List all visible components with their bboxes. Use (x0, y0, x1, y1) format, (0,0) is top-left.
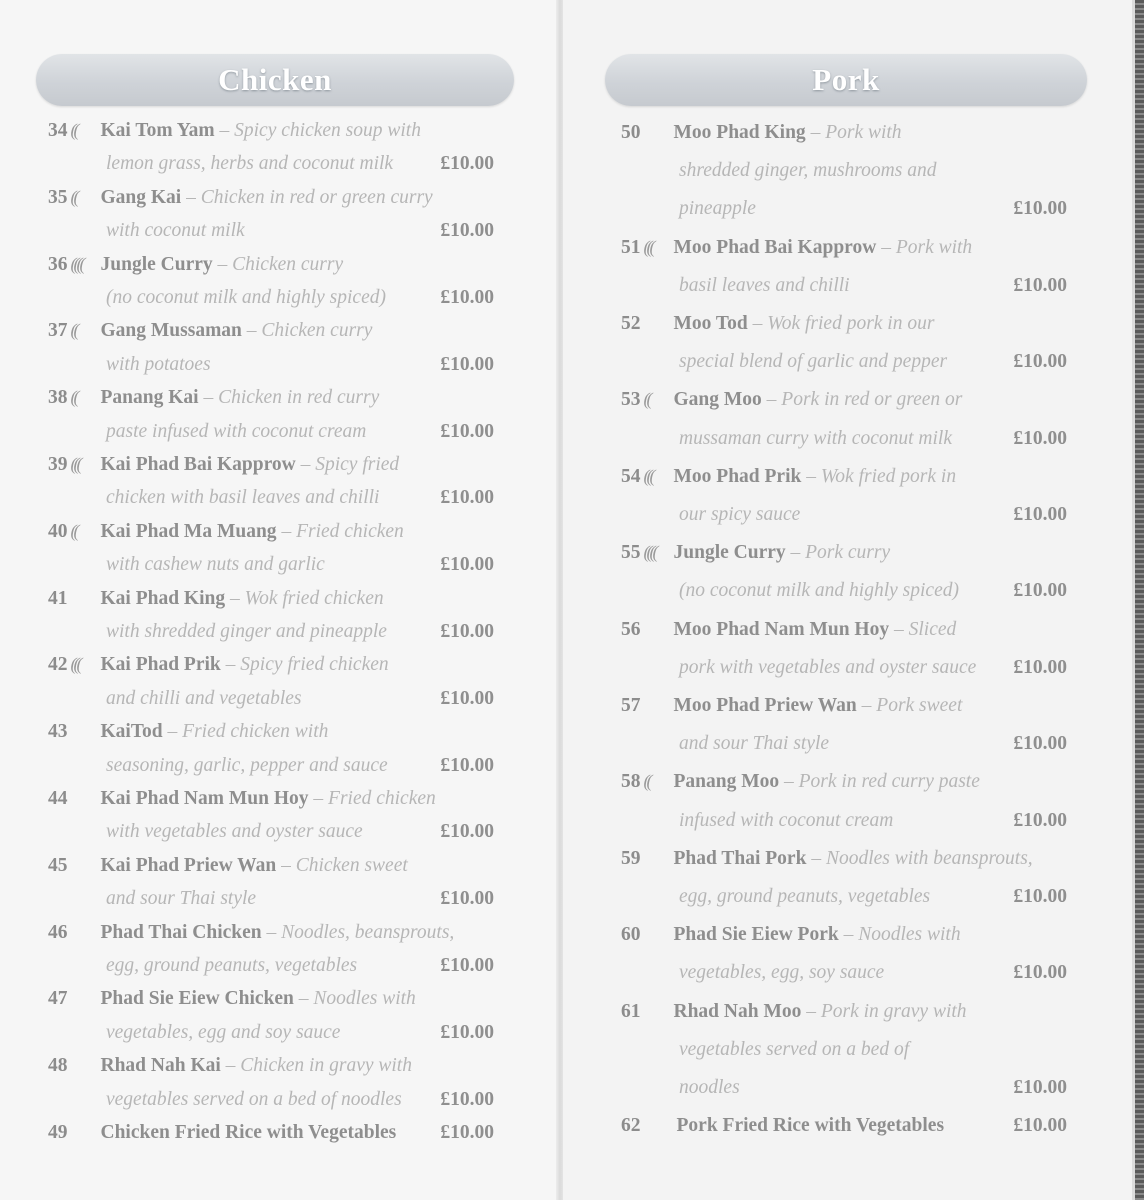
item-price: £10.00 (440, 620, 494, 642)
item-number: 57 (621, 695, 641, 716)
item-line-2 (48, 421, 494, 455)
item-description: Sliced (908, 618, 957, 640)
item-line-2 (48, 554, 494, 588)
item-description: Chicken curry (232, 253, 344, 275)
item-description: Chicken in gravy with (240, 1055, 412, 1077)
menu-item (621, 619, 1067, 695)
item-line-1 (48, 588, 494, 622)
item-name: Chicken Fried Rice with Vegetables (100, 1122, 397, 1143)
item-price: £10.00 (440, 1088, 494, 1110)
item-line-1 (621, 695, 1067, 729)
item-price: £10.00 (1013, 351, 1067, 373)
item-name: Rhad Nah Kai (100, 1055, 221, 1077)
item-number: 40 (48, 520, 68, 542)
item-name: Kai Phad Bai Kapprow (100, 454, 296, 475)
chilli-rating-icon: ((( (70, 454, 80, 474)
chilli-rating-icon: (( (643, 771, 650, 792)
item-name: Kai Phad King (100, 587, 226, 609)
chilli-rating-icon: (( (70, 320, 77, 341)
item-line-1 (48, 187, 494, 221)
item-name: Phad Sie Eiew Chicken (100, 988, 294, 1010)
item-dash: – (801, 465, 821, 487)
item-line-2 (48, 688, 494, 722)
item-dash: – (856, 695, 877, 716)
item-dash: – (276, 854, 296, 876)
item-description: mussaman curry with coconut milk (679, 427, 952, 449)
item-dash: – (308, 788, 329, 809)
item-price: £10.00 (1013, 1076, 1067, 1098)
item-price: £10.00 (440, 1122, 494, 1143)
item-line-2 (48, 755, 494, 789)
chicken-heading-banner (36, 54, 514, 106)
item-dash: – (889, 618, 909, 640)
item-name: Moo Phad Priew Wan (673, 695, 857, 716)
item-number: 35 (48, 186, 68, 208)
item-line-1 (48, 1055, 494, 1089)
item-name: Kai Phad Priew Wan (100, 854, 277, 876)
item-description: and sour Thai style (679, 733, 830, 755)
item-price: £10.00 (1013, 427, 1067, 449)
pork-panel (563, 0, 1135, 1200)
menu-item (621, 695, 1067, 771)
item-line-1 (621, 466, 1067, 500)
item-dash: – (212, 253, 233, 275)
item-line-2 (621, 275, 1067, 309)
item-description: Noodles, beansprouts, (281, 921, 455, 943)
item-dash: – (876, 236, 896, 258)
item-number: 61 (621, 1000, 641, 1022)
pork-heading-banner (605, 54, 1087, 106)
item-description: with shredded ginger and pineapple (106, 620, 387, 642)
item-dash: – (261, 921, 282, 943)
menu-item (48, 521, 494, 588)
item-line-1 (48, 387, 494, 421)
item-number: 58 (621, 771, 641, 793)
item-price: £10.00 (440, 487, 494, 509)
item-number: 51 (621, 236, 641, 258)
menu-item (48, 254, 494, 321)
item-description: Pork in red curry paste (798, 771, 980, 793)
menu-item (48, 922, 494, 989)
item-description: with coconut milk (106, 220, 245, 242)
item-description: special blend of garlic and pepper (679, 351, 948, 373)
item-line-2 (48, 1022, 494, 1056)
item-description: Noodles with (313, 988, 416, 1010)
binding-edge (1135, 0, 1144, 1200)
item-line-1 (621, 771, 1067, 805)
item-name: Panang Moo (673, 771, 780, 793)
item-dash: – (806, 847, 826, 869)
item-line-2 (48, 621, 494, 655)
item-description: Pork in red or green or (781, 389, 963, 411)
chilli-rating-icon: (((( (70, 253, 83, 274)
item-number: 48 (48, 1055, 68, 1077)
item-description: Pork in gravy with (820, 1000, 967, 1022)
item-line-2 (48, 354, 494, 388)
item-price: £10.00 (440, 220, 494, 242)
item-description: (no coconut milk and highly spiced) (106, 286, 386, 308)
chilli-rating-icon: ((( (70, 654, 80, 675)
chilli-rating-icon: (((( (643, 542, 656, 563)
menu-item (621, 1001, 1067, 1116)
menu-item (621, 466, 1067, 542)
menu-item (48, 187, 494, 254)
item-number: 43 (48, 721, 68, 743)
item-name: Kai Phad Prik (100, 654, 221, 676)
menu-item (48, 320, 494, 387)
item-description: pineapple (679, 198, 756, 220)
item-dash: – (801, 1000, 821, 1022)
item-dash: – (838, 924, 859, 946)
item-name: Jungle Curry (100, 253, 213, 275)
item-number: 50 (621, 122, 641, 143)
menu-item (48, 120, 494, 187)
item-description: Fried chicken (296, 520, 404, 542)
item-line-1 (48, 521, 494, 555)
item-name: Moo Phad King (673, 122, 806, 143)
item-name: Phad Thai Pork (673, 847, 807, 869)
item-description: egg, ground peanuts, vegetables (679, 885, 931, 907)
item-line-2 (621, 733, 1067, 767)
pork-heading: Pork (812, 62, 880, 97)
item-description: Pork with (895, 236, 973, 258)
item-line-2 (621, 428, 1067, 462)
item-line-1 (48, 1122, 494, 1156)
item-name: Kai Phad Nam Mun Hoy (100, 788, 309, 809)
item-line-2 (48, 955, 494, 989)
item-description: seasoning, garlic, pepper and sauce (106, 754, 388, 776)
item-line-1 (621, 1115, 1067, 1149)
item-number: 45 (48, 854, 68, 876)
item-name: Kai Phad Ma Muang (100, 520, 277, 542)
item-name: Kai Tom Yam (100, 120, 215, 141)
item-name: Phad Thai Chicken (100, 921, 262, 943)
item-line-1 (621, 619, 1067, 653)
item-description: shredded ginger, mushrooms and (679, 160, 937, 182)
item-description: with cashew nuts and garlic (106, 554, 325, 576)
item-line-1 (48, 788, 494, 822)
menu-item (621, 122, 1067, 237)
item-number: 54 (621, 465, 641, 487)
item-price: £10.00 (440, 888, 494, 910)
menu-item (48, 387, 494, 454)
item-dash: – (214, 120, 235, 141)
item-line-2 (621, 886, 1067, 920)
menu-item (621, 542, 1067, 618)
item-description: and sour Thai style (106, 888, 257, 910)
item-description: Fried chicken with (182, 721, 329, 743)
item-price: £10.00 (440, 554, 494, 576)
menu-item (48, 454, 494, 521)
item-number: 59 (621, 847, 641, 869)
item-description: with vegetables and oyster sauce (106, 821, 363, 843)
item-line-1 (48, 721, 494, 755)
item-line-1 (621, 122, 1067, 156)
item-line-2 (48, 1089, 494, 1123)
item-line-2 (621, 580, 1067, 614)
item-line-2 (621, 504, 1067, 538)
item-name: Jungle Curry (673, 542, 786, 564)
item-description: (no coconut milk and highly spiced) (679, 580, 959, 602)
item-price: £10.00 (1013, 885, 1067, 907)
item-name: KaiTod (100, 721, 163, 743)
item-dash: – (276, 520, 297, 542)
item-description: Chicken in red curry (218, 387, 380, 409)
item-description: Wok fried pork in our (767, 313, 935, 334)
menu-item (48, 988, 494, 1055)
item-dash: – (241, 320, 262, 342)
item-line-1 (48, 254, 494, 288)
item-line-2 (48, 153, 494, 187)
item-dash: – (181, 186, 201, 208)
menu-item (621, 389, 1067, 465)
item-description: Pork with (825, 122, 902, 143)
item-price: £10.00 (1013, 274, 1067, 296)
item-number: 36 (48, 253, 68, 275)
item-description: Pork curry (805, 542, 891, 564)
item-number: 49 (48, 1122, 68, 1143)
item-description: vegetables, egg, soy sauce (679, 962, 885, 984)
item-number: 55 (621, 542, 641, 564)
item-line-2 (48, 821, 494, 855)
item-line-1 (48, 988, 494, 1022)
item-number: 47 (48, 988, 68, 1010)
menu-item (48, 855, 494, 922)
chilli-rating-icon: ((( (643, 236, 653, 257)
item-description: Pork sweet (876, 695, 963, 716)
item-line-2 (48, 220, 494, 254)
item-line-1 (621, 237, 1067, 271)
chilli-rating-icon: (( (70, 120, 77, 140)
item-line-2 (48, 487, 494, 521)
item-description: Fried chicken (328, 788, 436, 809)
item-name: Gang Moo (673, 389, 762, 411)
item-price: £10.00 (440, 420, 494, 442)
item-line-1 (48, 454, 494, 488)
item-dash: – (747, 313, 768, 334)
item-dash: – (162, 721, 183, 743)
item-price: £10.00 (1013, 503, 1067, 525)
item-number: 62 (621, 1115, 641, 1137)
item-number: 44 (48, 788, 68, 809)
item-price: £10.00 (440, 821, 494, 843)
item-description: chicken with basil leaves and chilli (106, 487, 380, 509)
item-name: Panang Kai (100, 387, 199, 409)
item-line-1 (621, 1001, 1067, 1035)
item-dash: – (295, 454, 316, 475)
item-description: Noodles with beansprouts, (825, 847, 1033, 869)
item-line-2 (48, 888, 494, 922)
item-description: our spicy sauce (679, 503, 801, 525)
item-number: 42 (48, 654, 68, 676)
item-name: Moo Tod (673, 313, 748, 334)
item-number: 53 (621, 389, 641, 411)
item-dash: – (225, 587, 245, 609)
chilli-rating-icon: ((( (643, 465, 653, 486)
item-description: egg, ground peanuts, vegetables (106, 954, 358, 976)
item-price: £10.00 (440, 954, 494, 976)
item-price: £10.00 (440, 754, 494, 776)
item-line-1 (621, 924, 1067, 958)
item-line-1 (48, 855, 494, 889)
item-number: 46 (48, 921, 68, 943)
item-line-1 (621, 542, 1067, 576)
chilli-rating-icon: (( (70, 520, 77, 541)
chicken-heading: Chicken (218, 62, 332, 97)
item-price: £10.00 (440, 353, 494, 375)
item-name: Phad Sie Eiew Pork (673, 924, 839, 946)
chicken-panel (0, 0, 558, 1200)
item-line-2 (621, 351, 1067, 385)
menu-item (48, 588, 494, 655)
item-dash: – (198, 387, 219, 409)
item-line-1 (621, 389, 1067, 423)
item-description: Chicken sweet (295, 854, 408, 876)
item-price: £10.00 (1013, 733, 1067, 755)
item-line-2 (621, 962, 1067, 996)
item-description: Chicken curry (261, 320, 373, 342)
menu-item (621, 924, 1067, 1000)
item-price: £10.00 (1013, 198, 1067, 220)
item-dash: – (805, 122, 826, 143)
item-line-3 (621, 198, 1067, 232)
item-price: £10.00 (1013, 1115, 1067, 1137)
item-price: £10.00 (440, 153, 494, 175)
item-dash: – (785, 542, 806, 564)
menu-item (621, 771, 1067, 847)
chilli-rating-icon: (( (70, 387, 77, 408)
item-price: £10.00 (1013, 809, 1067, 831)
item-dash: – (220, 1055, 241, 1077)
item-price: £10.00 (1013, 580, 1067, 602)
item-description: Spicy chicken soup with (234, 120, 421, 141)
item-price: £10.00 (440, 1021, 494, 1043)
item-number: 52 (621, 313, 641, 334)
menu-item (48, 654, 494, 721)
menu-item (621, 237, 1067, 313)
item-description: Noodles with (858, 924, 961, 946)
item-name: Pork Fried Rice with Vegetables (676, 1115, 945, 1137)
item-number: 41 (48, 587, 68, 609)
item-number: 38 (48, 387, 68, 409)
item-description: Wok fried chicken (244, 587, 384, 609)
item-number: 60 (621, 924, 641, 946)
item-number: 34 (48, 120, 68, 141)
item-name: Gang Kai (100, 186, 182, 208)
item-dash: – (779, 771, 799, 793)
item-description: noodles (679, 1076, 740, 1098)
item-number: 37 (48, 320, 68, 342)
item-line-1 (48, 654, 494, 688)
chilli-rating-icon: (( (643, 389, 650, 410)
item-price: £10.00 (440, 687, 494, 709)
item-line-1 (48, 922, 494, 956)
item-description: infused with coconut cream (679, 809, 894, 831)
item-description: Wok fried pork in (820, 465, 957, 487)
item-name: Gang Mussaman (100, 320, 242, 342)
chilli-rating-icon: (( (70, 186, 77, 207)
item-line-2 (621, 810, 1067, 844)
menu-item (621, 1115, 1067, 1153)
item-line-1 (48, 320, 494, 354)
item-dash: – (761, 389, 782, 411)
item-name: Moo Phad Prik (673, 465, 802, 487)
menu-item (621, 848, 1067, 924)
item-line-1 (48, 120, 494, 154)
item-price: £10.00 (1013, 656, 1067, 678)
item-number: 39 (48, 454, 68, 475)
item-description: vegetables served on a bed of noodles (106, 1088, 402, 1110)
item-description: Chicken in red or green curry (200, 186, 433, 208)
item-description: vegetables served on a bed of (679, 1038, 910, 1060)
item-price: £10.00 (1013, 962, 1067, 984)
item-name: Moo Phad Nam Mun Hoy (673, 618, 890, 640)
item-line-2 (48, 287, 494, 321)
item-description: lemon grass, herbs and coconut milk (106, 153, 394, 175)
item-description: basil leaves and chilli (679, 274, 850, 296)
item-number: 56 (621, 618, 641, 640)
item-name: Moo Phad Bai Kapprow (673, 236, 877, 258)
item-line-3 (621, 1077, 1067, 1111)
item-description: vegetables, egg and soy sauce (106, 1021, 341, 1043)
item-name: Rhad Nah Moo (673, 1000, 802, 1022)
item-description: paste infused with coconut cream (106, 420, 367, 442)
item-description: and chilli and vegetables (106, 687, 302, 709)
menu-item (48, 1122, 494, 1155)
item-description: Spicy fried chicken (240, 654, 389, 676)
item-line-2 (621, 160, 1067, 194)
menu-item (48, 788, 494, 855)
item-line-1 (621, 313, 1067, 347)
item-dash: – (220, 654, 241, 676)
item-description: pork with vegetables and oyster sauce (679, 656, 977, 678)
menu-item (621, 313, 1067, 389)
item-price: £10.00 (440, 286, 494, 308)
menu-item (48, 1055, 494, 1122)
chicken-menu-list (48, 120, 494, 1160)
item-description: with potatoes (106, 353, 211, 375)
item-dash: – (293, 988, 314, 1010)
item-line-1 (621, 848, 1067, 882)
item-line-2 (621, 1039, 1067, 1073)
item-description: Spicy fried (315, 454, 400, 475)
menu-item (48, 721, 494, 788)
pork-menu-list (621, 122, 1067, 1162)
item-line-2 (621, 657, 1067, 691)
